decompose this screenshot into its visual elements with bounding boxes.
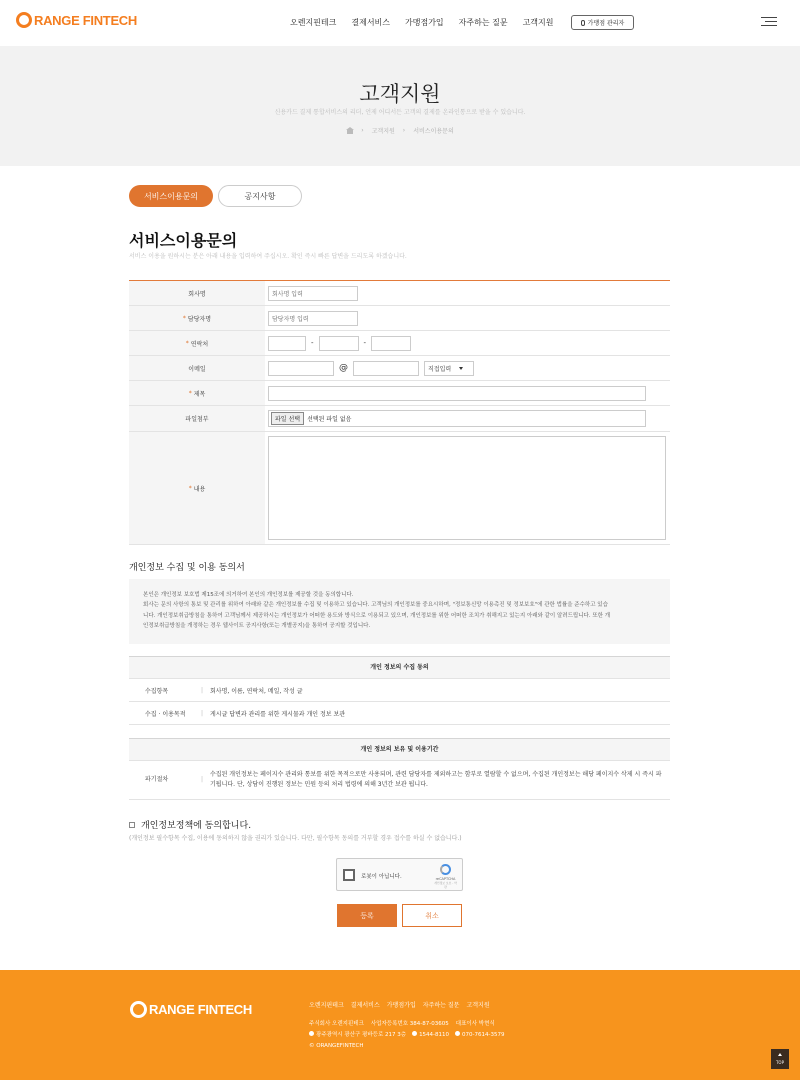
retention-table — [129, 738, 670, 800]
file-label: 파일첨부 — [129, 406, 265, 431]
row-divider: | — [201, 776, 204, 783]
email-domain-select[interactable] — [424, 361, 474, 376]
table-row — [129, 761, 670, 800]
logo[interactable] — [16, 12, 137, 28]
form-row-content — [129, 432, 670, 545]
footer-nav-item[interactable]: 고객지원 — [466, 1002, 490, 1009]
lock-icon — [581, 20, 585, 26]
recaptcha-icon — [440, 864, 451, 875]
email-domain-input[interactable] — [353, 361, 419, 376]
site-footer — [0, 970, 800, 1080]
contact-line — [309, 1030, 505, 1041]
logo-text: RANGE FINTECH — [34, 12, 137, 28]
row-value: 게시글 답변과 관리를 위한 게시물과 개인 정보 보관 — [210, 710, 346, 718]
table-row — [129, 702, 670, 725]
table-caption: 개인 정보의 보유 및 이용기간 — [129, 739, 670, 761]
nav-item-faq[interactable]: 자주하는 질문 — [458, 18, 508, 27]
form-row-email — [129, 356, 670, 381]
logo-o-icon — [16, 12, 32, 28]
phone-separator: - — [311, 339, 314, 347]
menu-line — [761, 25, 777, 26]
footer-info — [309, 1019, 505, 1052]
form-row-phone — [129, 331, 670, 356]
merchant-admin-button[interactable] — [571, 15, 634, 30]
footer-nav-item[interactable]: 가맹점가입 — [386, 1002, 416, 1009]
row-key: 수집 · 이용목적 — [145, 710, 186, 718]
section-title: 서비스이용문의 — [129, 231, 238, 250]
privacy-line: 본인은 개인정보 보호법 제15조에 의거하여 본인의 개인정보를 제공할 것을 동의합니다. — [143, 592, 354, 598]
privacy-line: 니다. 개인정보취급방침을 통하여 고객님께서 제공하시는 개인정보가 어떠한 용도와 방식으로 이용되고 있으며, 개인정보를 위한 어떠한 조치가 취해지고 있는지 아래와 같이 알려드립니다. 또한 개 — [143, 612, 611, 619]
file-input[interactable] — [268, 410, 646, 427]
company-info: 주식회사 오렌지핀테크 사업자등록번호 384-87-03605 대표이사 박현식 — [309, 1021, 495, 1027]
nav-item-join[interactable]: 가맹점가입 — [405, 18, 444, 27]
footer-nav-item[interactable]: 자주하는 질문 — [422, 1002, 460, 1009]
phone-icon — [412, 1031, 417, 1036]
email-id-input[interactable] — [268, 361, 334, 376]
copyright: © ORANGEFINTECH — [309, 1043, 364, 1049]
phone-input-1[interactable] — [268, 336, 306, 351]
phone-separator: - — [363, 339, 367, 347]
phone-input-2[interactable] — [319, 336, 359, 351]
submit-button[interactable]: 등록 — [337, 904, 397, 927]
recaptcha-terms[interactable]: 개인정보 보호 - 약관 — [434, 881, 457, 889]
table-caption: 개인 정보의 수집 동의 — [129, 657, 670, 679]
recaptcha-label: 로봇이 아닙니다. — [361, 874, 402, 880]
subject-label: 제목 — [193, 390, 206, 398]
footer-nav-item[interactable]: 오렌지핀테크 — [309, 1002, 344, 1009]
agree-note: (개인정보 필수항목 수집, 이용에 동의하지 않을 권리가 있습니다. 다만, 필수항목 동의를 거부할 경우 접수를 하실 수 없습니다.) — [129, 835, 462, 842]
privacy-line: 회사는 문의 사항의 통보 및 관리를 위하여 아래와 같은 개인정보를 수집 및 이용하고 있습니다. 고객님의 개인정보를 중요시하며, "정보통신망 이용촉진 및 정보보호"에 관한 법률을 준수하고 있습 — [143, 602, 608, 609]
breadcrumb-item[interactable]: 서비스이용문의 — [413, 128, 454, 135]
manager-input[interactable]: 담당자명 입력 — [268, 311, 358, 326]
row-value: 수집된 개인정보는 페이지수 관리와 통보를 위한 목적으로만 사용되며, 관련 담당자를 제외하고는 함부로 열람할 수 없으며, 수집된 개인정보는 해당 페이지수 삭제 시 즉시 파기됩니다. 단, 상담이 진행된 정보는 민원 등의 처리 법령에 의해 3년간 보관 됩니다. — [210, 771, 662, 788]
row-divider: | — [201, 709, 204, 717]
site-header — [0, 0, 800, 46]
agree-label: 개인정보정책에 동의합니다. — [141, 821, 252, 831]
sub-tabs — [129, 185, 302, 207]
email-at: @ — [339, 363, 348, 373]
recaptcha-checkbox[interactable] — [343, 869, 355, 881]
row-value: 회사명, 이름, 연락처, 메일, 작성 글 — [210, 687, 303, 695]
row-divider: | — [201, 686, 204, 694]
chevron-right-icon: › — [361, 127, 364, 134]
email-select-value: 직접입력 — [428, 365, 452, 373]
footer-logo[interactable] — [130, 1001, 252, 1018]
privacy-line: 인정보취급방침을 개정하는 경우 웹사이트 공지사항(또는 개별공지)을 통하여 공지할 것입니다. — [143, 623, 371, 630]
nav-item-support[interactable]: 고객지원 — [522, 18, 554, 27]
form-row-file — [129, 406, 670, 432]
page-subtitle: 신용카드 결제 통합서비스의 리더, 언제 어디서든 고객의 결제를 온라인통으로 받을 수 있습니다. — [274, 109, 526, 116]
table-row — [129, 679, 670, 702]
menu-line — [765, 21, 777, 22]
footer-nav-item[interactable]: 결제서비스 — [350, 1002, 380, 1009]
breadcrumb-item[interactable]: 고객지원 — [371, 128, 395, 135]
section-desc: 서비스 이용을 원하시는 분은 아래 내용을 입력하여 주십시오. 확인 즉시 빠른 답변을 드리도록 하겠습니다. — [129, 253, 407, 260]
cancel-button[interactable]: 취소 — [402, 904, 462, 927]
required-mark: * — [188, 389, 192, 397]
phone-label: 연락처 — [190, 340, 209, 348]
location-icon — [309, 1031, 314, 1036]
nav-item-payment[interactable]: 결제서비스 — [351, 18, 391, 27]
footer-logo-text: RANGE FINTECH — [149, 1002, 252, 1017]
menu-line — [761, 17, 777, 18]
tab-notice[interactable]: 공지사항 — [218, 185, 302, 207]
agree-checkbox-row[interactable] — [129, 818, 251, 831]
form-row-manager — [129, 306, 670, 331]
privacy-heading: 개인정보 수집 및 이용 동의서 — [129, 563, 245, 573]
privacy-text — [129, 579, 670, 644]
menu-icon[interactable] — [761, 16, 777, 28]
phone-input-3[interactable] — [371, 336, 411, 351]
content-label: 내용 — [193, 485, 206, 493]
file-select-button[interactable]: 파일 선택 — [271, 412, 304, 425]
email-label: 이메일 — [129, 356, 265, 380]
inquiry-form — [129, 280, 670, 545]
logo-o-icon — [130, 1001, 147, 1018]
address: 광주광역시 광산구 평바등로 217 3층 — [316, 1032, 407, 1038]
agree-checkbox[interactable] — [129, 822, 135, 828]
page-title: 고객지원 — [359, 82, 441, 106]
form-buttons — [337, 904, 462, 927]
home-icon[interactable] — [346, 127, 353, 134]
collection-table — [129, 656, 670, 725]
fax: 070-7614-3579 — [462, 1032, 505, 1038]
row-key: 수집항목 — [145, 687, 169, 695]
recaptcha-brand: reCAPTCHA — [435, 877, 456, 881]
file-status: 선택된 파일 없음 — [307, 416, 352, 423]
footer-nav — [309, 1000, 490, 1009]
tab-service-inquiry[interactable]: 서비스이용문의 — [129, 185, 213, 207]
recaptcha-widget — [336, 858, 463, 891]
company-input[interactable]: 회사명 입력 — [268, 286, 358, 301]
fax-icon — [455, 1031, 460, 1036]
company-label: 회사명 — [129, 281, 265, 305]
nav-item-company[interactable]: 오렌지핀테크 — [290, 18, 337, 27]
recaptcha-logo — [433, 864, 458, 889]
scroll-top-button[interactable]: TOP — [771, 1049, 789, 1069]
required-mark: * — [185, 339, 189, 347]
subject-input[interactable] — [268, 386, 646, 401]
form-row-subject — [129, 381, 670, 406]
breadcrumb — [0, 126, 800, 135]
row-key: 파기절차 — [145, 776, 169, 783]
manager-label: 담당자명 — [187, 315, 212, 323]
main-nav — [290, 17, 554, 28]
chevron-right-icon: › — [402, 127, 406, 134]
form-row-company — [129, 281, 670, 306]
content-textarea[interactable] — [268, 436, 666, 540]
required-mark: * — [182, 314, 186, 322]
merchant-admin-label: 가맹점 관리자 — [587, 20, 625, 27]
required-mark: * — [188, 484, 192, 492]
phone: 1544-8110 — [419, 1032, 450, 1038]
page-visual — [0, 46, 800, 166]
